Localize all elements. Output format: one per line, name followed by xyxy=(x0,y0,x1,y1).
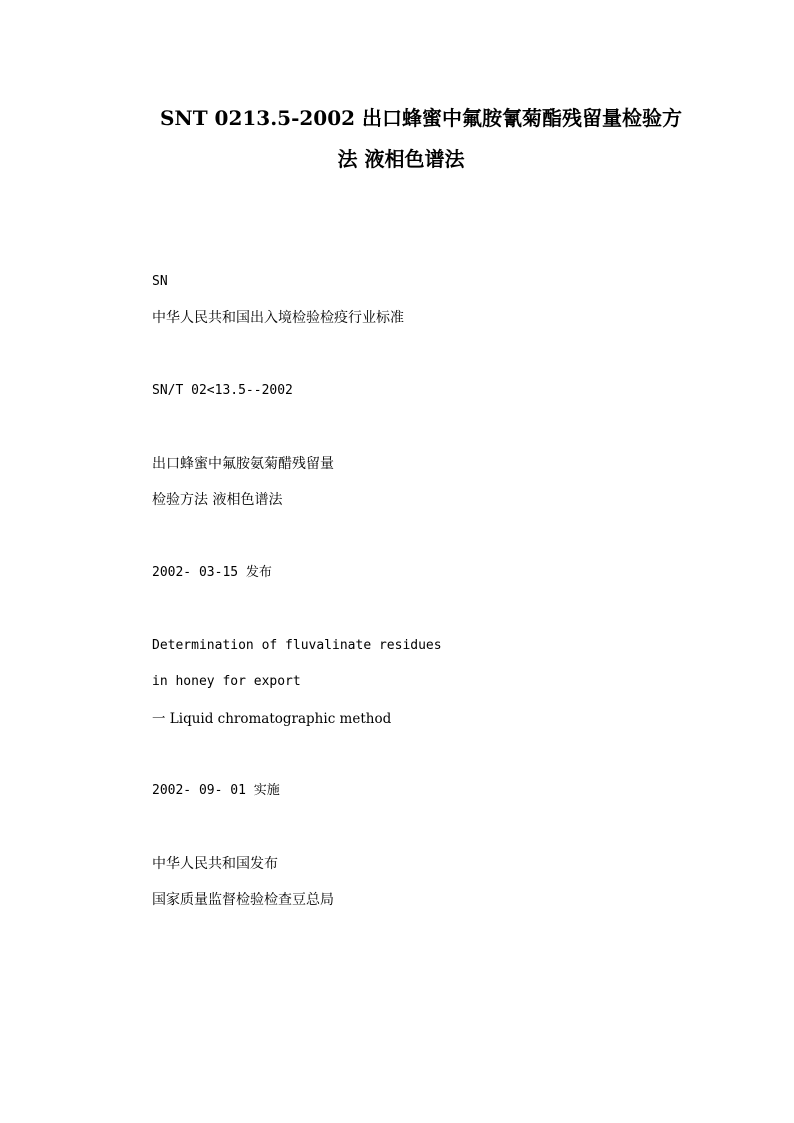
chinese-title-line-1: 出口蜂蜜中氟胺氨菊醋残留量 xyxy=(152,456,334,472)
english-title-line-3: 一 Liquid chromatographic method xyxy=(152,711,392,727)
standard-number: SN/T 02<13.5--2002 xyxy=(152,383,293,398)
chinese-title-line-2: 检验方法 液相色谱法 xyxy=(152,492,283,508)
document-title-line-1: SNT 0213.5-2002 出口蜂蜜中氟胺氰菊酯残留量检验方 xyxy=(159,106,683,130)
document-title-line-2: 法 液相色谱法 xyxy=(337,147,465,171)
issuer-line-2: 国家质量监督检验检查豆总局 xyxy=(152,892,334,908)
issuer-line-1: 中华人民共和国发布 xyxy=(152,856,278,872)
standard-category: 中华人民共和国出入境检验检疫行业标准 xyxy=(152,310,404,326)
standard-prefix: SN xyxy=(152,274,168,289)
issue-date: 2002- 03-15 发布 xyxy=(152,565,272,580)
english-title-line-1: Determination of fluvalinate residues xyxy=(152,638,442,653)
english-title-line-2: in honey for export xyxy=(152,674,301,689)
implementation-date: 2002- 09- 01 实施 xyxy=(152,783,280,798)
